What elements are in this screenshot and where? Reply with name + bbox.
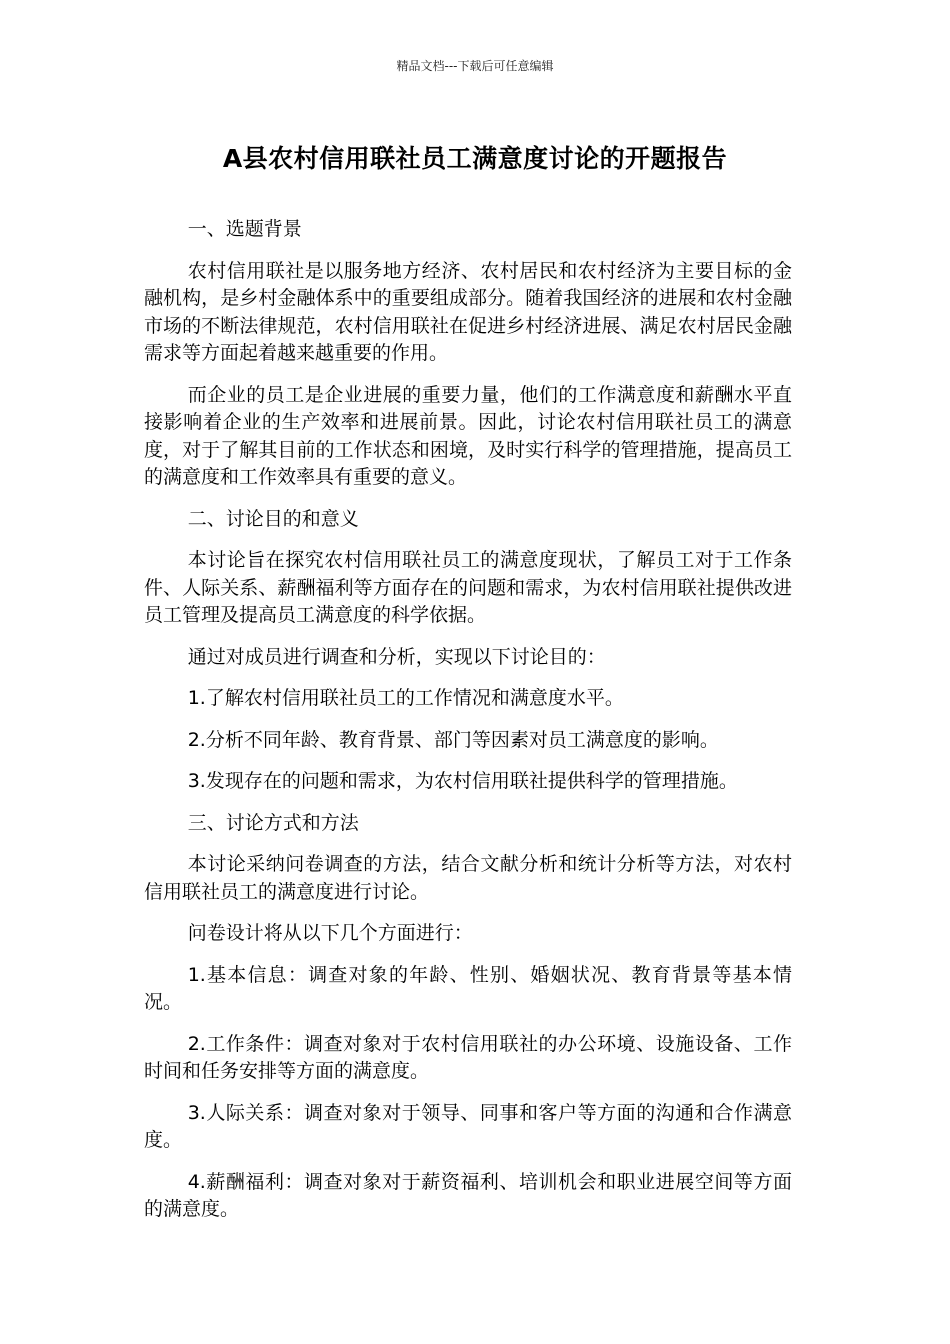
document-title: A县农村信用联社员工满意度讨论的开题报告 bbox=[222, 144, 728, 173]
list-item-method-2: 2.工作条件：调查对象对于农村信用联社的办公环境、设施设备、工作时间和任务安排等方面的满意度。 bbox=[144, 1032, 792, 1082]
paragraph-method-2: 问卷设计将从以下几个方面进行： bbox=[187, 922, 473, 944]
paragraph-background-2: 而企业的员工是企业进展的重要力量，他们的工作满意度和薪酬水平直接影响着企业的生产效率和进展前景。因此，讨论农村信用联社员工的满意度，对于了解其目前的工作状态和困境，及时实行科学的管理措施，提高员工的满意度和工作效率具有重要的意义。 bbox=[144, 383, 792, 488]
paragraph-purpose-1: 本讨论旨在探究农村信用联社员工的满意度现状，了解员工对于工作条件、人际关系、薪酬福利等方面存在的问题和需求，为农村信用联社提供改进员工管理及提高员工满意度的科学依据。 bbox=[144, 549, 792, 626]
list-item-method-1: 1.基本信息：调查对象的年龄、性别、婚姻状况、教育背景等基本情况。 bbox=[144, 963, 792, 1013]
section-heading-method: 三、讨论方式和方法 bbox=[187, 811, 359, 834]
paragraph-purpose-2: 通过对成员进行调查和分析，实现以下讨论目的： bbox=[187, 645, 606, 668]
document-body bbox=[144, 216, 792, 1238]
list-item-method-4: 4.薪酬福利：调查对象对于薪资福利、培训机会和职业进展空间等方面的满意度。 bbox=[144, 1170, 792, 1220]
paragraph-method-1: 本讨论采纳问卷调查的方法，结合文献分析和统计分析等方法，对农村信用联社员工的满意度进行讨论。 bbox=[144, 853, 792, 903]
list-item-method-3: 3.人际关系：调查对象对于领导、同事和客户等方面的沟通和合作满意度。 bbox=[144, 1101, 792, 1151]
paragraph-background-1: 农村信用联社是以服务地方经济、农村居民和农村经济为主要目标的金融机构，是乡村金融体系中的重要组成部分。随着我国经济的进展和农村金融市场的不断法律规范，农村信用联社在促进乡村经济进展、满足农村居民金融需求等方面起着越来越重要的作用。 bbox=[144, 259, 792, 364]
list-item-purpose-3: 3.发现存在的问题和需求，为农村信用联社提供科学的管理措施。 bbox=[187, 770, 738, 792]
list-item-purpose-2: 2.分析不同年龄、教育背景、部门等因素对员工满意度的影响。 bbox=[187, 728, 719, 751]
section-heading-purpose: 二、讨论目的和意义 bbox=[187, 507, 359, 530]
section-heading-background: 一、选题背景 bbox=[187, 218, 302, 240]
header-note: 精品文档---下载后可任意编辑 bbox=[396, 59, 554, 73]
list-item-purpose-1: 1.了解农村信用联社员工的工作情况和满意度水平。 bbox=[187, 687, 624, 709]
